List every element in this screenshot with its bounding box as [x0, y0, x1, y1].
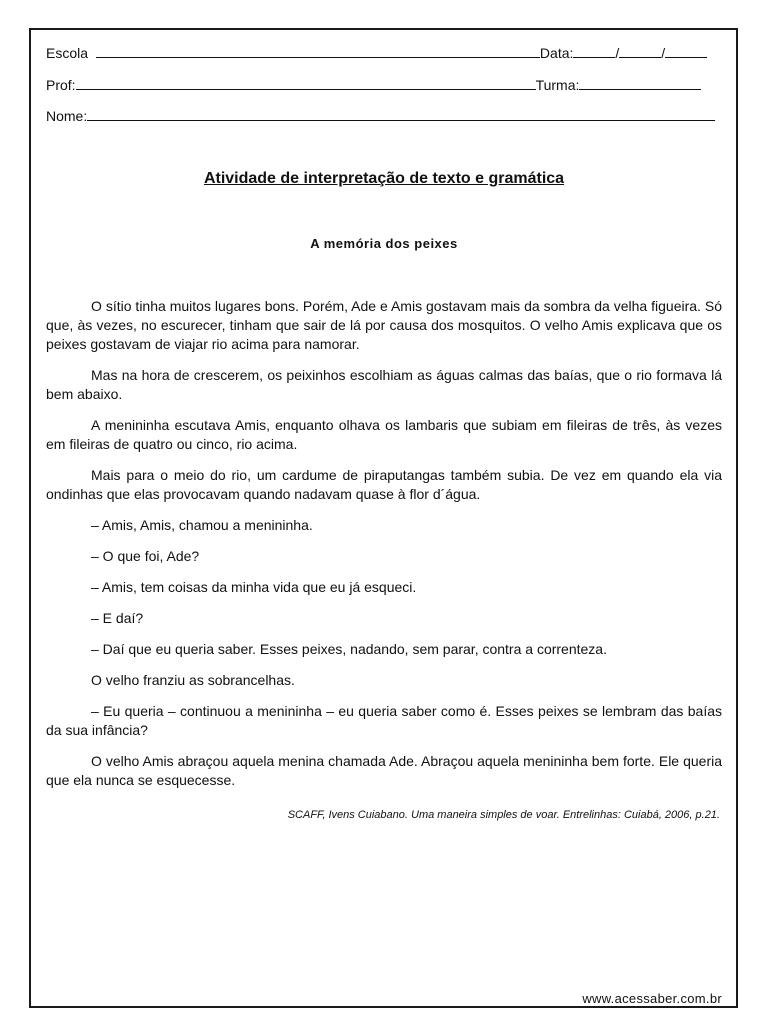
day-blank	[573, 44, 615, 58]
footer-url: www.acessaber.com.br	[582, 991, 722, 1006]
story-text	[46, 297, 722, 802]
data-label: Data:	[539, 45, 574, 61]
citation: SCAFF, Ivens Cuiabano. Uma maneira simples de voar. Entrelinhas: Cuiabá, 2006, p.21.	[287, 809, 720, 821]
activity-title: Atividade de interpretação de texto e gramática	[203, 170, 565, 187]
paragraph: – Amis, tem coisas da minha vida que eu já esqueci.	[91, 579, 417, 595]
paragraph: A menininha escutava Amis, enquanto olhava os lambaris que subiam em fileiras de três, às vezes em fileiras de quatro ou cinco, rio acima.	[46, 417, 722, 452]
nome-line	[46, 107, 715, 124]
year-blank	[665, 44, 707, 58]
turma-blank	[579, 76, 701, 90]
paragraph: – Eu queria – continuou a menininha – eu queria saber como é. Esses peixes se lembram das baías da sua infância?	[46, 703, 722, 738]
escola-blank	[96, 44, 540, 58]
paragraph: Mais para o meio do rio, um cardume de piraputangas também subia. De vez em quando ela via ondinhas que elas provocavam quando nadavam quase à flor d´água.	[46, 467, 722, 502]
prof-label: Prof:	[46, 77, 76, 93]
paragraph: Mas na hora de crescerem, os peixinhos escolhiam as águas calmas das baías, que o rio formava lá bem abaixo.	[46, 367, 722, 402]
date-slash-2: /	[661, 45, 666, 61]
paragraph: – Daí que eu queria saber. Esses peixes, nadando, sem parar, contra a correnteza.	[91, 641, 607, 657]
paragraph: – O que foi, Ade?	[91, 548, 200, 564]
paragraph: O sítio tinha muitos lugares bons. Porém, Ade e Amis gostavam mais da sombra da velha figueira. Só que, às vezes, no escurecer, tinham que sair de lá por causa dos mosquitos. O velho Amis explicava que os peixes gostavam de viajar rio acima para namorar.	[46, 298, 722, 352]
paragraph: O velho Amis abraçou aquela menina chamada Ade. Abraçou aquela menininha bem forte. Ele queria que ela nunca se esquecesse.	[46, 753, 722, 788]
escola-line	[46, 44, 707, 61]
paragraph: – Amis, Amis, chamou a menininha.	[91, 517, 313, 533]
prof-blank	[76, 76, 536, 90]
paragraph: O velho franziu as sobrancelhas.	[91, 672, 295, 688]
prof-line	[46, 76, 701, 93]
nome-blank	[87, 107, 715, 121]
date-slash-1: /	[615, 45, 620, 61]
turma-label: Turma:	[535, 77, 580, 93]
paragraph: – E daí?	[91, 610, 144, 626]
escola-label: Escola	[46, 45, 89, 61]
nome-label: Nome:	[46, 108, 88, 124]
month-blank	[619, 44, 661, 58]
story-title: A memória dos peixes	[310, 236, 458, 251]
